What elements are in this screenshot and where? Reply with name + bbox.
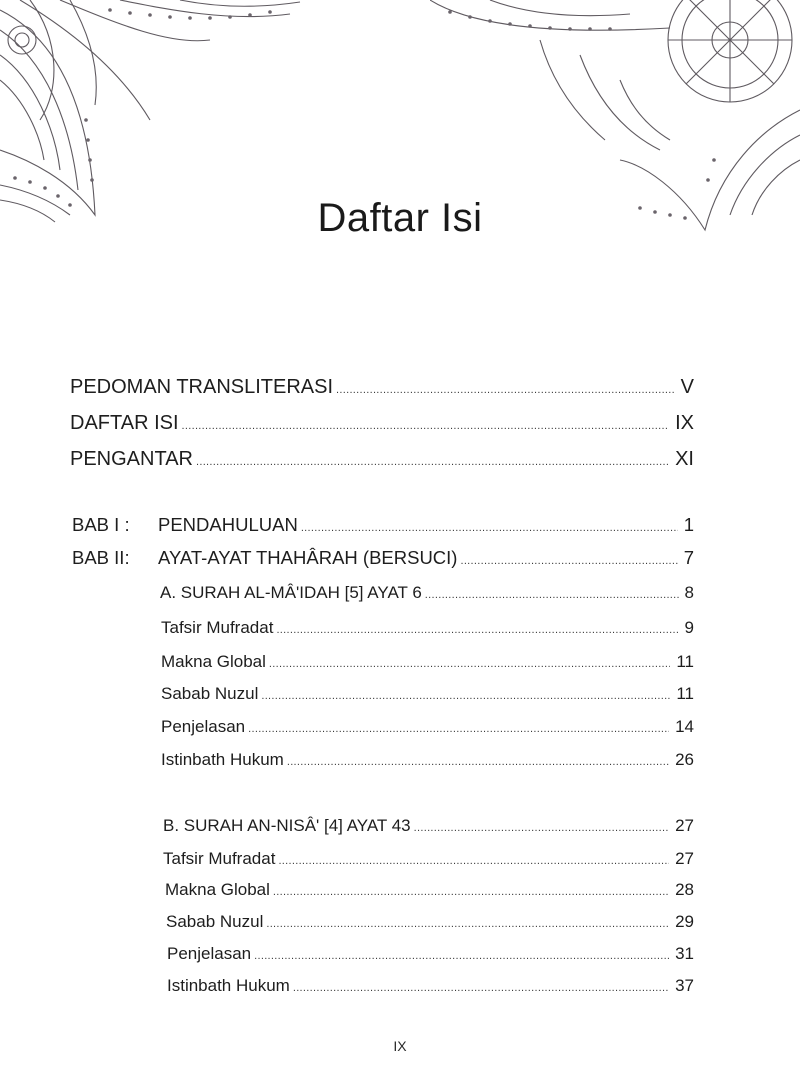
toc-entry-section-a[interactable] xyxy=(160,583,694,603)
dot-leader xyxy=(293,982,669,994)
dot-leader xyxy=(266,918,669,930)
toc-entry-label: Sabab Nuzul xyxy=(161,684,259,703)
toc-entry-label: PENGANTAR xyxy=(70,448,193,470)
toc-entry-page: 26 xyxy=(675,750,694,769)
toc-entry-a-tafsir-mufradat[interactable] xyxy=(161,618,694,638)
toc-entry-label: Tafsir Mufradat xyxy=(163,849,276,868)
chapter-prefix: BAB II: xyxy=(72,547,130,568)
dot-leader xyxy=(287,756,669,768)
toc-entry-b-makna-global[interactable] xyxy=(165,880,694,900)
toc-entry-a-penjelasan[interactable] xyxy=(161,717,694,737)
dot-leader xyxy=(278,855,669,867)
toc-entry-pengantar[interactable] xyxy=(70,448,694,471)
toc-entry-page: 28 xyxy=(675,880,694,899)
toc-entry-label: PENDAHULUAN xyxy=(158,514,298,535)
toc-entry-page: IX xyxy=(675,412,694,434)
dot-leader xyxy=(414,822,669,834)
toc-entry-label: DAFTAR ISI xyxy=(70,412,179,434)
toc-entry-page: XI xyxy=(675,448,694,470)
toc-entry-page: 9 xyxy=(684,618,694,637)
toc-entry-page: 14 xyxy=(675,717,694,736)
dot-leader xyxy=(182,420,670,432)
toc-entry-label: Sabab Nuzul xyxy=(166,912,264,931)
toc-entry-pedoman-transliterasi[interactable] xyxy=(70,376,694,399)
page-title: Daftar Isi xyxy=(317,196,483,240)
dot-leader xyxy=(273,886,669,898)
dot-leader xyxy=(336,384,675,396)
mandala-ornament-left-icon xyxy=(0,0,320,225)
toc-entry-label: Makna Global xyxy=(161,652,266,671)
toc-entry-page: 7 xyxy=(683,547,694,568)
toc-entry-section-b[interactable] xyxy=(163,816,694,836)
toc-entry-bab-1[interactable] xyxy=(72,514,694,536)
page-number: IX xyxy=(393,1038,407,1054)
toc-entry-page: 31 xyxy=(675,944,694,963)
toc-entry-page: 11 xyxy=(676,652,694,671)
toc-entry-bab-2[interactable] xyxy=(72,547,694,569)
toc-entry-page: 8 xyxy=(684,583,694,602)
toc-entry-page: V xyxy=(680,376,694,398)
toc-entry-a-istinbath-hukum[interactable] xyxy=(161,750,694,770)
dot-leader xyxy=(269,658,670,670)
toc-entry-a-sabab-nuzul[interactable] xyxy=(161,684,694,704)
dot-leader xyxy=(425,589,679,601)
toc-entry-label: Istinbath Hukum xyxy=(167,976,290,995)
toc-entry-label: A. SURAH AL-MÂ'IDAH [5] AYAT 6 xyxy=(160,583,422,602)
toc-entry-daftar-isi[interactable] xyxy=(70,412,694,435)
toc-entry-page: 37 xyxy=(675,976,694,995)
toc-entry-label: Penjelasan xyxy=(167,944,252,963)
toc-entry-page: 29 xyxy=(675,912,694,931)
toc-entry-label: Makna Global xyxy=(165,880,270,899)
toc-entry-label: PEDOMAN TRANSLITERASI xyxy=(70,376,334,398)
toc-entry-page: 11 xyxy=(676,684,694,703)
dot-leader xyxy=(254,950,669,962)
toc-entry-b-tafsir-mufradat[interactable] xyxy=(163,849,694,869)
toc-entry-label: AYAT-AYAT THAHÂRAH (BERSUCI) xyxy=(158,547,458,568)
dot-leader xyxy=(261,690,670,702)
dot-leader xyxy=(248,723,669,735)
toc-entry-b-istinbath-hukum[interactable] xyxy=(167,976,694,996)
toc-entry-label: Istinbath Hukum xyxy=(161,750,284,769)
toc-entry-page: 27 xyxy=(675,849,694,868)
toc-entry-label: B. SURAH AN-NISÂ' [4] AYAT 43 xyxy=(163,816,411,835)
toc-entry-label: Penjelasan xyxy=(161,717,246,736)
toc-entry-page: 1 xyxy=(683,514,694,535)
chapter-prefix: BAB I : xyxy=(72,514,130,535)
dot-leader xyxy=(276,624,678,636)
dot-leader xyxy=(301,522,678,534)
toc-entry-page: 27 xyxy=(675,816,694,835)
toc-entry-b-penjelasan[interactable] xyxy=(167,944,694,964)
toc-entry-b-sabab-nuzul[interactable] xyxy=(166,912,694,932)
dot-leader xyxy=(196,456,669,468)
dot-leader xyxy=(460,555,677,567)
toc-entry-a-makna-global[interactable] xyxy=(161,652,694,672)
toc-entry-label: Tafsir Mufradat xyxy=(161,618,274,637)
